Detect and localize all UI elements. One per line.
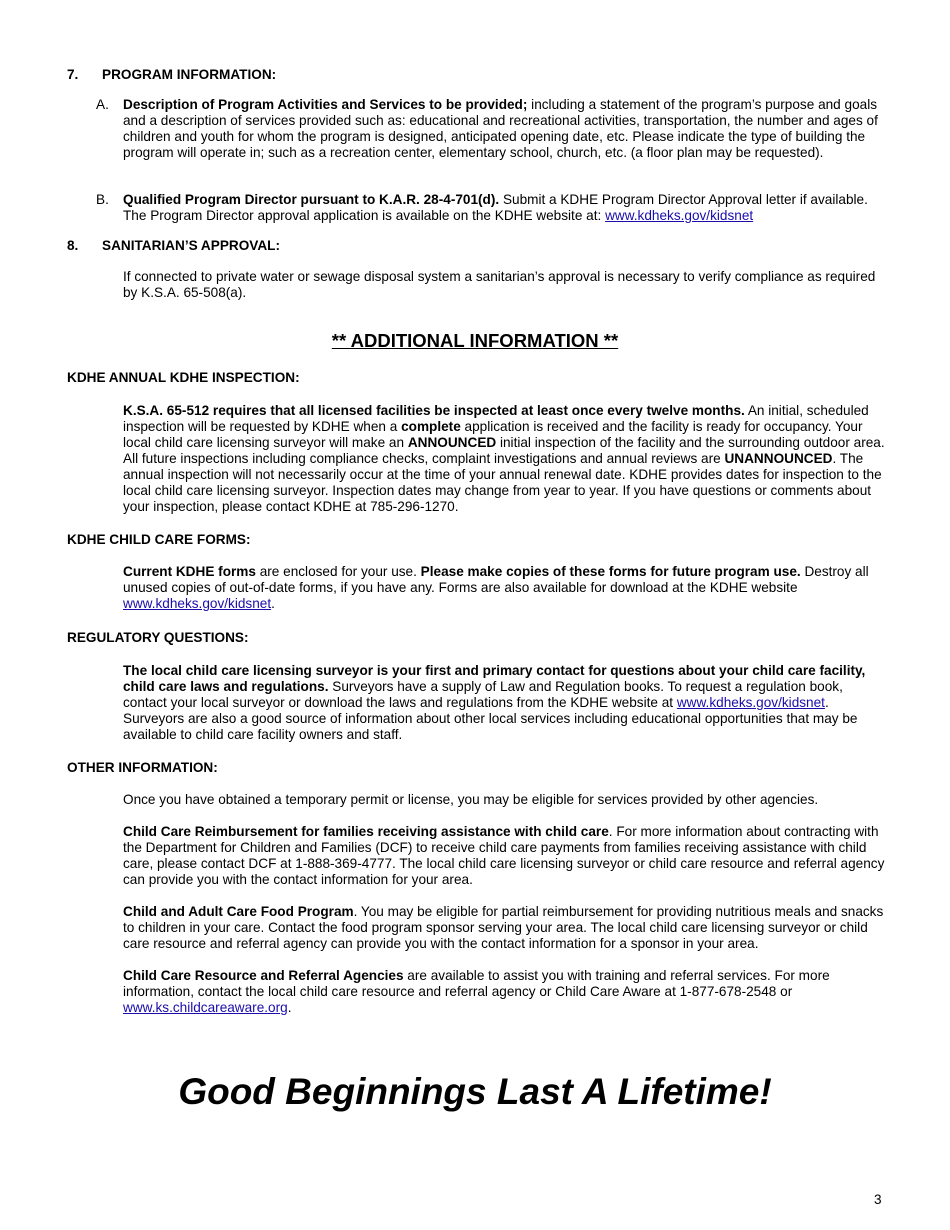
page-number: 3 [874, 1192, 882, 1207]
regulatory-text-2: . Surveyors are also a good source of information about other local services including educational opportunities that may be available to child care facility owners and staff. [123, 695, 858, 742]
ccr-paragraph [123, 968, 888, 1016]
inspection-heading: KDHE ANNUAL KDHE INSPECTION: [67, 370, 300, 385]
forms-bold-2: Please make copies of these forms for future program use. [420, 564, 801, 579]
forms-heading: KDHE CHILD CARE FORMS: [67, 532, 251, 547]
ccr-text: are available to assist you with training and referral services. For more information, contact the local child care resource and referral agency or Child Care Aware at 1-877-678-2548 or [123, 968, 830, 999]
reimbursement-paragraph [123, 824, 888, 888]
reimbursement-bold: Child Care Reimbursement for families receiving assistance with child care [123, 824, 609, 839]
inspection-paragraph [123, 403, 888, 515]
reimbursement-text: . For more information about contracting with the Department for Children and Families (DCF) to receive child care payments from families receiving assistance with child care, please contact DCF at 1-888-369-4777. The local child care licensing surveyor or child care resource and referral agency can provide you with the contact information for your area. [123, 824, 885, 887]
regulatory-heading: REGULATORY QUESTIONS: [67, 630, 249, 645]
item-b-bold: Qualified Program Director pursuant to K.A.R. 28-4-701(d). [123, 192, 500, 207]
food-program-paragraph [123, 904, 888, 952]
other-intro: Once you have obtained a temporary permit or license, you may be eligible for services provided by other agencies. [123, 792, 819, 807]
item-a-letter: A. [96, 97, 109, 112]
inspection-text-3: initial inspection of the facility and the surrounding outdoor area. All future inspections including compliance checks, complaint investigations and annual reviews are [123, 435, 885, 466]
item-a-text: including a statement of the program’s purpose and goals and a description of services provided such as: educational and recreational activities, transportation, the number and ages of children and youth for whom the program is designed, anticipated opening date, etc. Please indicate the type of building the program will operate in; such as a recreation center, elementary school, church, etc. (a floor plan may be requested). [123, 97, 878, 160]
ccr-end: . [287, 1000, 292, 1015]
sanitarian-paragraph: If connected to private water or sewage disposal system a sanitarian’s approval is necessary to verify compliance as required by K.S.A. 65-508(a). [123, 269, 876, 300]
forms-text-3: . [271, 596, 275, 611]
additional-information-title: ** ADDITIONAL INFORMATION ** [331, 330, 619, 351]
inspection-bold-4: UNANNOUNCED [724, 451, 833, 466]
other-heading: OTHER INFORMATION: [67, 760, 218, 775]
food-program-bold: Child and Adult Care Food Program [123, 904, 354, 919]
section-7-number: 7. [67, 67, 79, 82]
regulatory-text-1: Surveyors have a supply of Law and Regulation books. To request a regulation book, contact your local surveyor or download the laws and regulations from the KDHE website at [123, 679, 843, 710]
item-b-paragraph [123, 192, 888, 224]
regulatory-kidsnet-link[interactable]: www.kdheks.gov/kidsnet [676, 695, 825, 710]
item-b-text: Submit a KDHE Program Director Approval letter if available. The Program Director approval application is available on the KDHE website at: [123, 192, 868, 223]
item-a-bold: Description of Program Activities and Services to be provided; [123, 97, 528, 112]
kidsnet-link[interactable]: www.kdheks.gov/kidsnet [605, 208, 754, 223]
inspection-bold-1: K.S.A. 65-512 requires that all licensed facilities be inspected at least once every twelve months. [123, 403, 745, 418]
inspection-text-4: . The annual inspection will not necessarily occur at the time of your annual renewal date. KDHE provides dates for inspection to the local child care licensing surveyor. Inspection dates may change from year to year. If you have questions or comments about your inspection, please contact KDHE at 785-296-1270. [123, 451, 882, 514]
food-program-text: . You may be eligible for partial reimbursement for providing nutritious meals and snacks to children in your care. Contact the food program sponsor serving your area. The local child care licensing surveyor or child care resource and referral agency can provide you with the contact information for a sponsor in your area. [123, 904, 884, 951]
section-8-title: SANITARIAN’S APPROVAL: [102, 238, 280, 253]
slogan: Good Beginnings Last A Lifetime! [178, 1071, 772, 1112]
regulatory-bold-1: The local child care licensing surveyor is your first and primary contact for questions about your child care facility, child care laws and regulations. [123, 663, 866, 694]
childcareaware-link[interactable]: www.ks.childcareaware.org [123, 1000, 288, 1015]
inspection-bold-2: complete [401, 419, 461, 434]
item-b-letter: B. [96, 192, 109, 207]
ccr-bold: Child Care Resource and Referral Agencies [123, 968, 404, 983]
item-a-paragraph [123, 97, 888, 161]
inspection-text-1: An initial, scheduled inspection will be requested by KDHE when a [123, 403, 869, 434]
inspection-bold-3: ANNOUNCED [407, 435, 497, 450]
regulatory-paragraph [123, 663, 888, 743]
inspection-text-2: application is received and the facility is ready for occupancy. Your local child care licensing surveyor will make an [123, 419, 863, 450]
section-7-title: PROGRAM INFORMATION: [102, 67, 277, 82]
forms-paragraph [123, 564, 888, 612]
forms-bold-1: Current KDHE forms [123, 564, 256, 579]
forms-text-1: are enclosed for your use. [255, 564, 421, 579]
section-8-number: 8. [67, 238, 79, 253]
forms-text-2: Destroy all unused copies of out-of-date forms, if you have any. Forms are also available for download at the KDHE website [123, 564, 869, 595]
forms-kidsnet-link[interactable]: www.kdheks.gov/kidsnet [123, 596, 272, 611]
